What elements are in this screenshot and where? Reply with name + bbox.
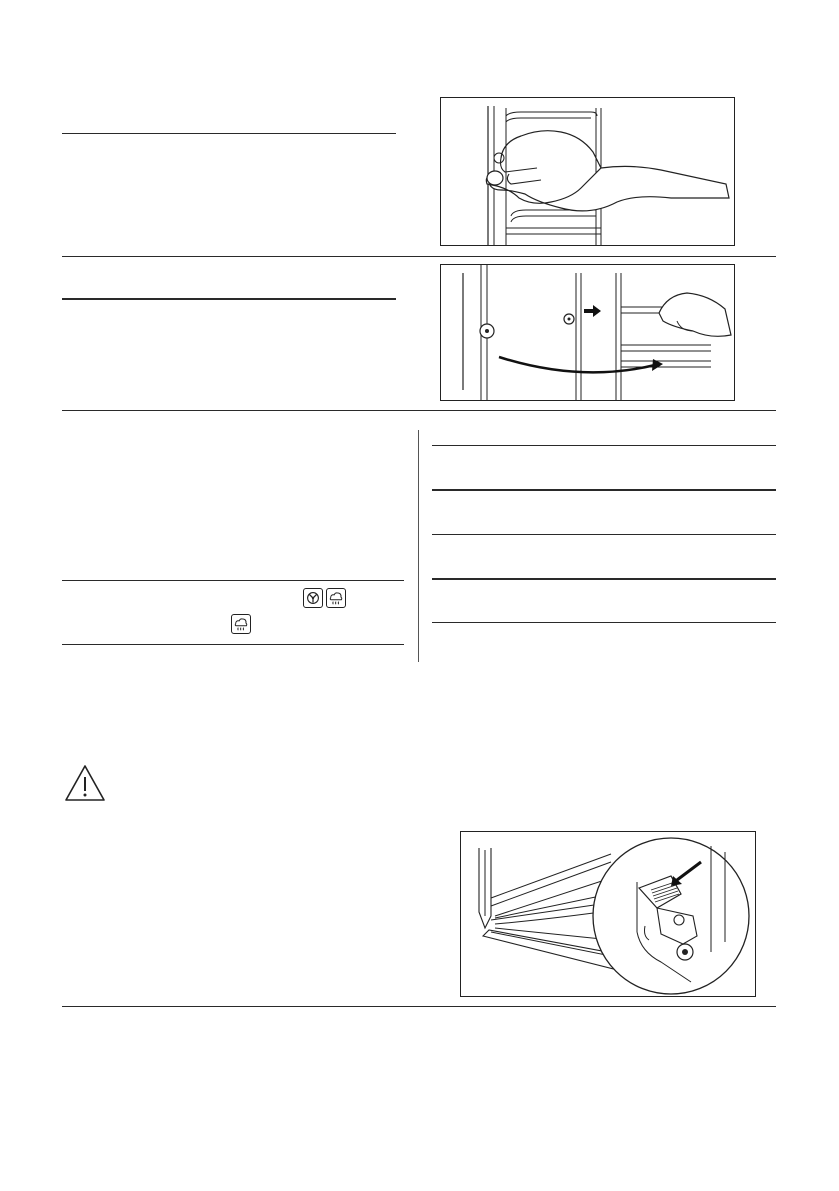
swing-out-illustration	[441, 265, 734, 400]
warning-triangle-icon	[64, 764, 106, 802]
right-column-rule-3	[432, 534, 776, 535]
door-hinge-illustration	[461, 832, 755, 996]
section1-underline	[62, 133, 396, 134]
column-divider	[418, 430, 419, 662]
steam-cloud-icon	[326, 588, 346, 608]
steam-fan-icon	[303, 588, 323, 608]
right-column-rule-4	[432, 578, 776, 580]
figure-shelf-support-swing-out	[440, 264, 735, 401]
section2-underline	[62, 298, 396, 300]
left-column-rule-1	[62, 580, 404, 581]
steam-cloud-icon	[231, 614, 251, 634]
right-column-rule-2	[432, 489, 776, 491]
figure-hand-pulling-shelf-support	[440, 97, 735, 246]
right-column-rule-1	[432, 445, 776, 446]
figure-door-hinge-lever	[460, 831, 756, 997]
bottom-divider	[62, 1006, 776, 1007]
hand-shelf-illustration	[441, 98, 734, 245]
left-column-rule-2	[62, 644, 404, 645]
section-divider-1	[62, 256, 776, 257]
section-divider-2	[62, 410, 776, 411]
right-column-rule-5	[432, 622, 776, 623]
